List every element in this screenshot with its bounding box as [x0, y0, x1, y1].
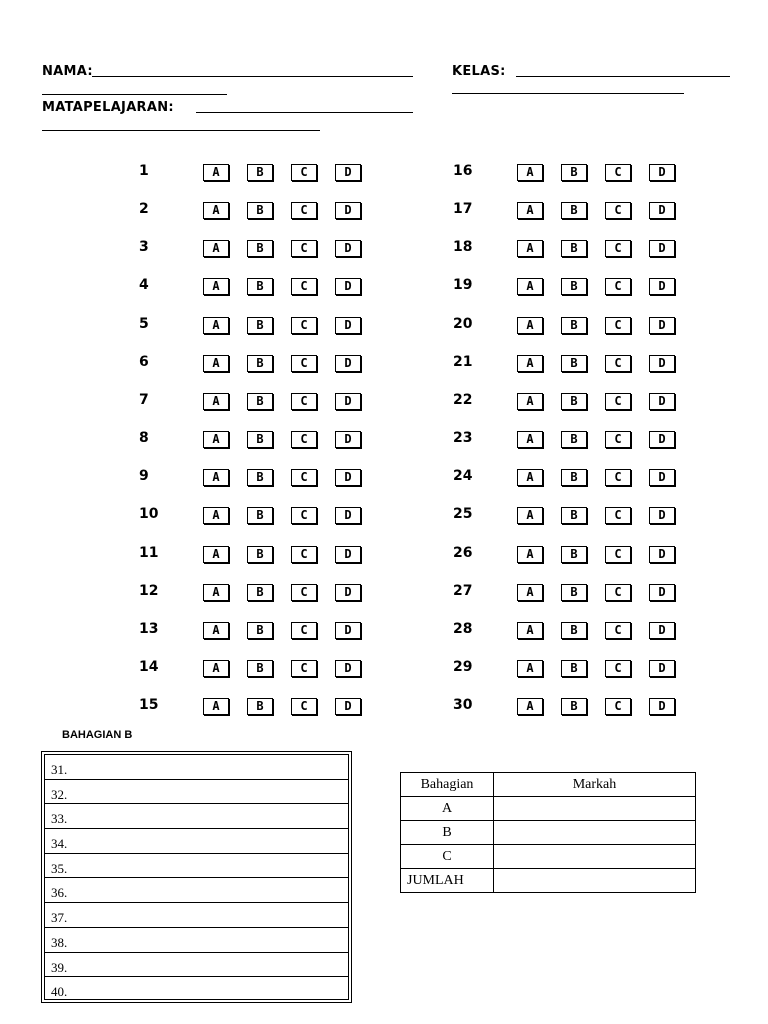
- answer-option-box[interactable]: B: [561, 622, 587, 639]
- answer-option-box[interactable]: A: [203, 660, 229, 677]
- answer-option-box[interactable]: B: [247, 317, 273, 334]
- bahagian-b-row[interactable]: 37.: [45, 903, 348, 928]
- kelas-field-line-2[interactable]: [452, 93, 684, 94]
- answer-option-box[interactable]: C: [291, 431, 317, 448]
- answer-option-box[interactable]: B: [561, 660, 587, 677]
- answer-option-box[interactable]: C: [605, 240, 631, 257]
- question-number: 23: [453, 430, 473, 447]
- answer-option-box[interactable]: D: [649, 622, 675, 639]
- answer-option-box[interactable]: A: [203, 355, 229, 372]
- markah-table: [400, 772, 696, 893]
- answer-option-box[interactable]: D: [335, 317, 361, 334]
- answer-option-box[interactable]: A: [517, 698, 543, 715]
- question-number: 16: [453, 163, 473, 179]
- answer-option-box[interactable]: B: [561, 698, 587, 715]
- question-number: 28: [453, 620, 473, 637]
- question-number: 2: [139, 201, 149, 218]
- answer-option-box[interactable]: A: [517, 431, 543, 448]
- answer-option-box[interactable]: C: [605, 164, 631, 181]
- markah-row-label: C: [401, 845, 494, 869]
- answer-option-box[interactable]: B: [247, 240, 273, 257]
- bahagian-b-row[interactable]: 40.: [51, 984, 68, 1000]
- answer-option-box[interactable]: D: [649, 393, 675, 410]
- kelas-field-line[interactable]: [516, 76, 730, 77]
- answer-option-box[interactable]: A: [517, 317, 543, 334]
- question-number: 5: [139, 315, 149, 332]
- answer-option-box[interactable]: C: [605, 546, 631, 563]
- bahagian-b-row[interactable]: 32.: [45, 780, 348, 805]
- answer-option-box[interactable]: B: [247, 660, 273, 677]
- answer-option-box[interactable]: C: [291, 355, 317, 372]
- answer-option-box[interactable]: A: [517, 507, 543, 524]
- answer-option-box[interactable]: C: [605, 698, 631, 715]
- answer-option-box[interactable]: C: [291, 240, 317, 257]
- matapelajaran-field-line-2[interactable]: [42, 130, 320, 131]
- answer-option-box[interactable]: A: [517, 622, 543, 639]
- answer-option-box[interactable]: B: [247, 698, 273, 715]
- markah-value-cell[interactable]: [494, 845, 696, 869]
- question-number: 7: [139, 391, 149, 408]
- answer-option-box[interactable]: C: [605, 431, 631, 448]
- answer-option-box[interactable]: C: [291, 660, 317, 677]
- answer-option-box[interactable]: D: [335, 660, 361, 677]
- markah-header-row: [401, 773, 696, 797]
- question-number: 14: [139, 658, 159, 675]
- answer-option-box[interactable]: C: [291, 278, 317, 295]
- markah-row-label: JUMLAH: [401, 869, 494, 893]
- answer-option-box[interactable]: A: [203, 469, 229, 486]
- answer-option-box[interactable]: D: [649, 546, 675, 563]
- answer-option-box[interactable]: C: [605, 660, 631, 677]
- question-number: 24: [453, 468, 473, 485]
- nama-field-line-2[interactable]: [42, 94, 227, 95]
- question-number: 22: [453, 391, 473, 408]
- markah-value-cell[interactable]: [494, 797, 696, 821]
- answer-option-box[interactable]: B: [561, 355, 587, 372]
- answer-option-box[interactable]: A: [517, 355, 543, 372]
- nama-label: NAMA:: [42, 64, 93, 79]
- bahagian-b-row[interactable]: 31.: [45, 755, 348, 780]
- answer-option-box[interactable]: C: [605, 622, 631, 639]
- answer-option-box[interactable]: B: [247, 584, 273, 601]
- markah-row: [401, 821, 696, 845]
- answer-option-box[interactable]: B: [561, 317, 587, 334]
- nama-field-line[interactable]: [92, 76, 413, 77]
- answer-option-box[interactable]: B: [247, 431, 273, 448]
- bahagian-header: Bahagian: [401, 773, 494, 797]
- answer-option-box[interactable]: D: [649, 202, 675, 219]
- answer-option-box[interactable]: B: [561, 240, 587, 257]
- answer-option-box[interactable]: A: [517, 278, 543, 295]
- answer-option-box[interactable]: D: [335, 507, 361, 524]
- answer-option-box[interactable]: C: [605, 469, 631, 486]
- bahagian-b-row[interactable]: 34.: [45, 829, 348, 854]
- answer-option-box[interactable]: C: [605, 584, 631, 601]
- markah-value-cell[interactable]: [494, 821, 696, 845]
- answer-option-box[interactable]: D: [649, 431, 675, 448]
- answer-option-box[interactable]: A: [203, 202, 229, 219]
- question-number: 6: [139, 353, 149, 370]
- answer-option-box[interactable]: A: [203, 164, 229, 181]
- answer-option-box[interactable]: C: [291, 584, 317, 601]
- question-number: 21: [453, 353, 473, 370]
- answer-option-box[interactable]: D: [649, 698, 675, 715]
- answer-option-box[interactable]: A: [517, 660, 543, 677]
- question-number: 4: [139, 277, 149, 294]
- answer-option-box[interactable]: A: [517, 164, 543, 181]
- question-number: 17: [453, 201, 473, 218]
- answer-option-box[interactable]: A: [203, 622, 229, 639]
- bahagian-b-row[interactable]: 36.: [45, 878, 348, 903]
- question-number: 27: [453, 582, 473, 599]
- markah-row: [401, 845, 696, 869]
- answer-option-box[interactable]: B: [561, 584, 587, 601]
- answer-option-box[interactable]: D: [649, 317, 675, 334]
- answer-option-box[interactable]: A: [203, 507, 229, 524]
- matapelajaran-field-line[interactable]: [196, 112, 413, 113]
- answer-option-box[interactable]: B: [247, 622, 273, 639]
- answer-option-box[interactable]: A: [203, 393, 229, 410]
- answer-option-box[interactable]: D: [649, 469, 675, 486]
- answer-option-box[interactable]: B: [247, 202, 273, 219]
- bahagian-b-row[interactable]: 33.: [45, 804, 348, 829]
- answer-option-box[interactable]: D: [335, 546, 361, 563]
- answer-option-box[interactable]: B: [561, 546, 587, 563]
- answer-option-box[interactable]: B: [561, 393, 587, 410]
- answer-option-box[interactable]: B: [561, 278, 587, 295]
- markah-row-label: B: [401, 821, 494, 845]
- answer-option-box[interactable]: A: [203, 278, 229, 295]
- answer-option-box[interactable]: A: [203, 317, 229, 334]
- answer-option-box[interactable]: B: [247, 164, 273, 181]
- question-number: 11: [139, 544, 159, 561]
- answer-option-box[interactable]: C: [605, 507, 631, 524]
- answer-option-box[interactable]: C: [291, 622, 317, 639]
- markah-row: [401, 797, 696, 821]
- answer-option-box[interactable]: D: [335, 202, 361, 219]
- kelas-label: KELAS:: [452, 64, 506, 79]
- answer-option-box[interactable]: D: [335, 278, 361, 295]
- answer-option-box[interactable]: C: [291, 393, 317, 410]
- question-number: 19: [453, 277, 473, 294]
- answer-option-box[interactable]: C: [291, 317, 317, 334]
- answer-option-box[interactable]: C: [291, 507, 317, 524]
- question-number: 29: [453, 658, 473, 675]
- question-number: 13: [139, 620, 159, 637]
- question-number: 9: [139, 468, 149, 485]
- question-number: 12: [139, 582, 159, 599]
- answer-option-box[interactable]: A: [203, 240, 229, 257]
- answer-option-box[interactable]: D: [335, 431, 361, 448]
- answer-option-box[interactable]: D: [649, 660, 675, 677]
- bahagian-b-title: BAHAGIAN B: [62, 729, 133, 741]
- answer-option-box[interactable]: B: [247, 469, 273, 486]
- answer-option-box[interactable]: B: [247, 355, 273, 372]
- answer-option-box[interactable]: D: [335, 698, 361, 715]
- answer-option-box[interactable]: A: [517, 584, 543, 601]
- answer-option-box[interactable]: A: [517, 202, 543, 219]
- answer-option-box[interactable]: B: [247, 507, 273, 524]
- markah-row-label: A: [401, 797, 494, 821]
- answer-option-box[interactable]: D: [649, 240, 675, 257]
- question-number: 18: [453, 239, 473, 256]
- answer-option-box[interactable]: C: [291, 698, 317, 715]
- question-number: 25: [453, 506, 473, 523]
- answer-option-box[interactable]: A: [517, 393, 543, 410]
- answer-option-box[interactable]: D: [649, 164, 675, 181]
- bahagian-b-row[interactable]: 39.: [45, 953, 348, 978]
- answer-option-box[interactable]: A: [517, 546, 543, 563]
- answer-option-box[interactable]: D: [335, 240, 361, 257]
- answer-option-box[interactable]: A: [203, 584, 229, 601]
- answer-option-box[interactable]: C: [291, 546, 317, 563]
- question-number: 20: [453, 315, 473, 332]
- question-number: 8: [139, 430, 149, 447]
- answer-option-box[interactable]: D: [649, 355, 675, 372]
- question-number: 3: [139, 239, 149, 256]
- answer-option-box[interactable]: C: [605, 278, 631, 295]
- answer-option-box[interactable]: B: [247, 393, 273, 410]
- answer-option-box[interactable]: A: [203, 431, 229, 448]
- question-number: 30: [453, 697, 473, 714]
- question-number: 26: [453, 544, 473, 561]
- answer-option-box[interactable]: B: [561, 469, 587, 486]
- markah-value-cell[interactable]: [494, 869, 696, 893]
- answer-option-box[interactable]: A: [203, 546, 229, 563]
- answer-option-box[interactable]: D: [649, 584, 675, 601]
- bahagian-b-list: [44, 754, 349, 1000]
- bahagian-b-row[interactable]: 38.: [45, 928, 348, 953]
- bahagian-b-box: [41, 751, 352, 1003]
- markah-row: [401, 869, 696, 893]
- answer-option-box[interactable]: C: [605, 202, 631, 219]
- answer-option-box[interactable]: D: [649, 507, 675, 524]
- answer-option-box[interactable]: D: [335, 393, 361, 410]
- answer-option-box[interactable]: A: [203, 698, 229, 715]
- question-number: 15: [139, 697, 159, 714]
- answer-option-box[interactable]: B: [561, 164, 587, 181]
- answer-option-box[interactable]: A: [517, 240, 543, 257]
- question-number: 1: [139, 163, 149, 179]
- answer-option-box[interactable]: C: [605, 355, 631, 372]
- markah-header: Markah: [494, 773, 696, 797]
- answer-option-box[interactable]: A: [517, 469, 543, 486]
- answer-option-box[interactable]: D: [335, 164, 361, 181]
- answer-option-box[interactable]: D: [649, 278, 675, 295]
- answer-option-box[interactable]: D: [335, 622, 361, 639]
- answer-option-box[interactable]: D: [335, 469, 361, 486]
- matapelajaran-label: MATAPELAJARAN:: [42, 100, 174, 115]
- answer-option-box[interactable]: B: [561, 202, 587, 219]
- answer-option-box[interactable]: C: [605, 393, 631, 410]
- answer-option-box[interactable]: B: [561, 507, 587, 524]
- answer-option-box[interactable]: C: [605, 317, 631, 334]
- bahagian-b-row[interactable]: 35.: [45, 854, 348, 879]
- answer-option-box[interactable]: C: [291, 469, 317, 486]
- answer-option-box[interactable]: B: [247, 278, 273, 295]
- answer-option-box[interactable]: D: [335, 355, 361, 372]
- answer-option-box[interactable]: D: [335, 584, 361, 601]
- answer-option-box[interactable]: B: [247, 546, 273, 563]
- question-number: 10: [139, 506, 159, 523]
- answer-option-box[interactable]: B: [561, 431, 587, 448]
- answer-option-box[interactable]: C: [291, 164, 317, 181]
- answer-option-box[interactable]: C: [291, 202, 317, 219]
